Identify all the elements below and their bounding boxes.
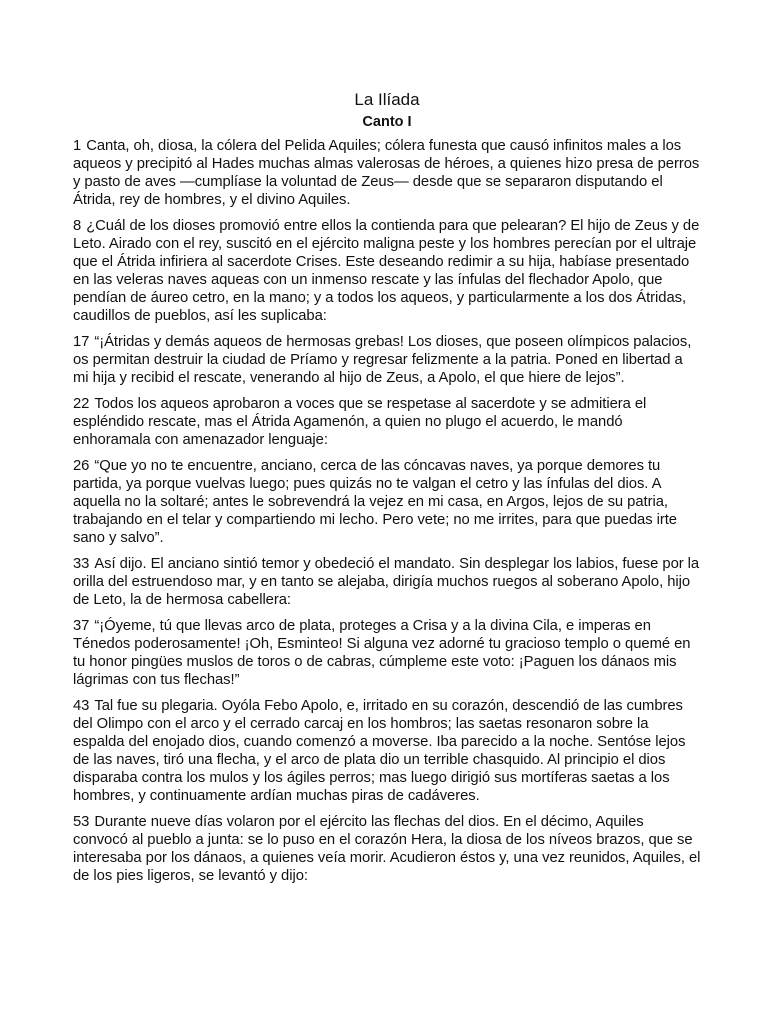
paragraph-text: Todos los aqueos aprobaron a voces que se respetase al sacerdote y se admitiera el espléndido rescate, mas el Átrida Agamenón, a quien no plugo el acuerdo, le mandó enhoramala con amenazador lenguaje: <box>73 396 647 448</box>
paragraph-53 <box>73 813 701 885</box>
paragraph-text: Canta, oh, diosa, la cólera del Pelida Aquiles; cólera funesta que causó infinitos males a los aqueos y precipitó al Hades muchas almas valerosas de héroes, a quienes hizo presa de perros y pasto de aves —cumplíase la voluntad de Zeus— desde que se separaron disputando el Átrida, rey de hombres, y el divino Aquiles. <box>73 138 700 208</box>
paragraph-text: Tal fue su plegaria. Oyóla Febo Apolo, e, irritado en su corazón, descendió de las cumbres del Olimpo con el arco y el cerrado carcaj en los hombros; las saetas resonaron sobre la espalda del enojado dios, cuando comenzó a moverse. Iba parecido a la noche. Sentóse lejos de las naves, tiró una flecha, y el arco de plata dio un terrible chasquido. Al principio el dios disparaba contra los mulos y los ágiles perros; mas luego dirigió sus mortíferas saetas a los hombres, y continuamente ardían muchas piras de cadáveres. <box>73 698 686 804</box>
paragraph-text: ¿Cuál de los dioses promovió entre ellos la contienda para que pelearan? El hijo de Zeus y de Leto. Airado con el rey, suscitó en el ejército maligna peste y los hombres perecían por el ultraje que el Átrida infiriera al sacerdote Crises. Este deseando redimir a su hija, habíase presentado en las veleras naves aqueas con un inmenso rescate y las ínfulas del flechador Apolo, que pendían de áureo cetro, en la mano; y a todos los aqueos, y particularmente a los dos Átridas, caudillos de pueblos, así les suplicaba: <box>73 218 700 324</box>
paragraph-43 <box>73 697 701 805</box>
paragraph-text: “¡Átridas y demás aqueos de hermosas grebas! Los dioses, que poseen olímpicos palacios, os permitan destruir la ciudad de Príamo y regresar felizmente a la patria. Poned en libertad a mi hija y recibid el rescate, venerando al hijo de Zeus, a Apolo, el que hiere de lejos”. <box>73 334 692 386</box>
paragraph-text: “¡Óyeme, tú que llevas arco de plata, proteges a Crisa y a la divina Cila, e imperas en Ténedos poderosamente! ¡Oh, Esminteo! Si alguna vez adorné tu gracioso templo o quemé en tu honor pingües muslos de toros o de cabras, cúmpleme este voto: ¡Paguen los dánaos mis lágrimas con tus flechas!” <box>73 618 691 688</box>
document-page <box>73 88 701 893</box>
verse-number: 26 <box>73 458 90 474</box>
paragraph-37 <box>73 617 701 689</box>
verse-number: 33 <box>73 556 90 572</box>
paragraph-8 <box>73 217 701 325</box>
document-title: La Ilíada <box>354 90 420 109</box>
paragraph-text: “Que yo no te encuentre, anciano, cerca de las cóncavas naves, ya porque demores tu partida, ya porque vuelvas luego; pues quizás no te valgan el cetro y las ínfulas del dios. A aquella no la soltaré; antes le sobrevendrá la vejez en mi casa, en Argos, lejos de su patria, trabajando en el telar y compartiendo mi lecho. Pero vete; no me irrites, para que puedas irte sano y salvo”. <box>73 458 677 546</box>
paragraph-26 <box>73 457 701 547</box>
verse-number: 22 <box>73 396 90 412</box>
verse-number: 53 <box>73 814 90 830</box>
paragraph-22 <box>73 395 701 449</box>
verse-number: 43 <box>73 698 90 714</box>
paragraph-text: Durante nueve días volaron por el ejército las flechas del dios. En el décimo, Aquiles convocó al pueblo a junta: se lo puso en el corazón Hera, la diosa de los níveos brazos, que se interesaba por los dánaos, a quienes veía morir. Acudieron éstos y, una vez reunidos, Aquiles, el de los pies ligeros, se levantó y dijo: <box>73 814 701 884</box>
paragraph-1 <box>73 137 701 209</box>
paragraph-17 <box>73 333 701 387</box>
verse-number: 8 <box>73 218 82 234</box>
verse-number: 17 <box>73 334 90 350</box>
paragraph-text: Así dijo. El anciano sintió temor y obedeció el mandato. Sin desplegar los labios, fuese por la orilla del estruendoso mar, y en tanto se alejaba, dirigía muchos ruegos al soberano Apolo, hijo de Leto, la de hermosa cabellera: <box>73 556 700 608</box>
verse-number: 1 <box>73 138 82 154</box>
verse-number: 37 <box>73 618 90 634</box>
document-subtitle: Canto I <box>362 114 412 130</box>
paragraph-33 <box>73 555 701 609</box>
